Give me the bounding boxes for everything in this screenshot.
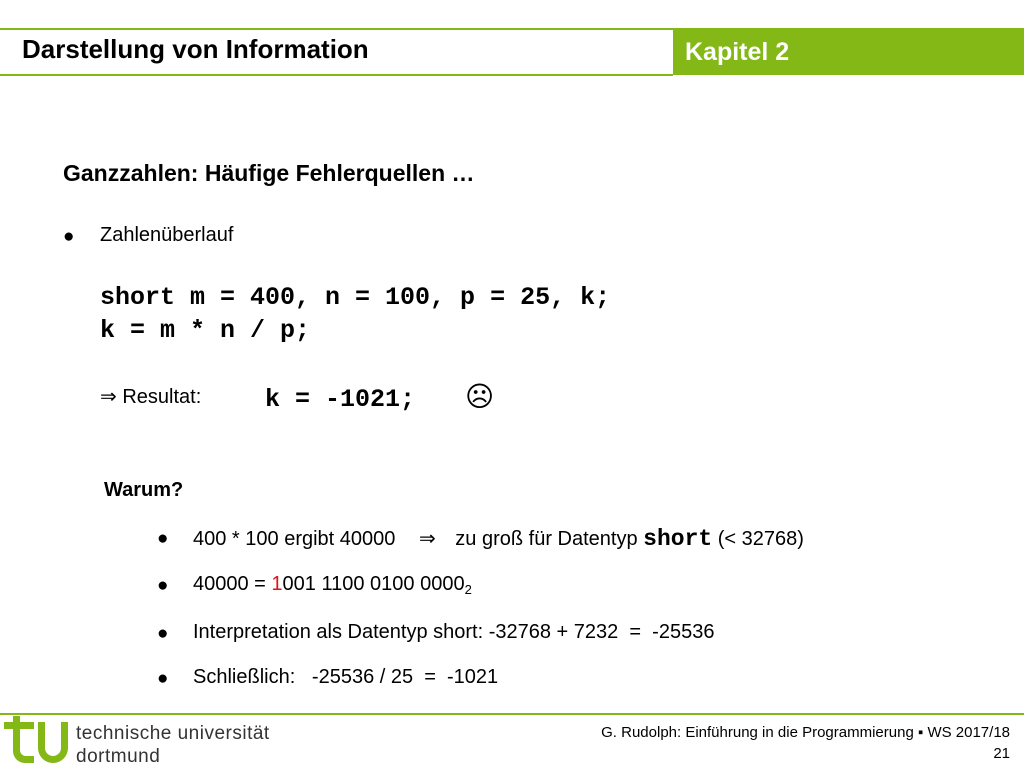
university-name-line-1: technische universität [76, 723, 270, 744]
datatype-code: short [643, 526, 713, 552]
bullet-icon: ● [157, 528, 169, 549]
footer-credit [601, 722, 1010, 764]
result-line [100, 384, 201, 409]
header-bottom-rule [0, 74, 673, 76]
code-line-1: short m = 400, n = 100, p = 25, k; [100, 283, 611, 312]
why-heading: Warum? [104, 479, 184, 501]
binary-rest: 001 1100 0100 0000 [282, 573, 465, 595]
topic-label: Zahlenüberlauf [100, 224, 234, 246]
section-title: Ganzzahlen: Häufige Fehlerquellen … [63, 160, 475, 186]
bullet-icon: ● [63, 226, 75, 247]
bullet-icon: ● [157, 575, 169, 596]
why-item-1-text-b: zu groß für Datentyp [455, 528, 638, 550]
chapter-badge: Kapitel 2 [673, 30, 1024, 75]
why-item-4: Schließlich: -25536 / 25 = -1021 [193, 666, 499, 688]
tu-logo-icon [4, 716, 70, 766]
page-number: 21 [993, 745, 1010, 762]
why-item-1-text-c: (< 32768) [717, 528, 804, 550]
slide-header-title: Darstellung von Information [22, 34, 369, 64]
why-item-2 [193, 573, 472, 597]
sad-face-icon: ☹ [465, 381, 495, 412]
bullet-icon: ● [157, 668, 169, 689]
why-item-1-text-a: 400 * 100 ergibt 40000 [193, 528, 396, 550]
why-item-3: Interpretation als Datentyp short: -32768 + 7232 = -25536 [193, 621, 715, 643]
university-name [76, 722, 270, 768]
why-item-1 [193, 526, 804, 552]
footer-rule [0, 713, 1024, 715]
bullet-icon: ● [157, 623, 169, 644]
code-line-2: k = m * n / p; [100, 316, 311, 345]
sign-bit: 1 [271, 573, 283, 595]
result-code: k = -1021; [265, 385, 416, 414]
binary-base-subscript: 2 [464, 582, 472, 597]
implies-arrow-icon: ⇒ [100, 386, 117, 408]
binary-prefix: 40000 = [193, 573, 272, 595]
result-label: Resultat: [122, 386, 202, 408]
university-name-line-2: dortmund [76, 746, 161, 767]
footer-credit-text: G. Rudolph: Einführung in die Programmierung ▪ WS 2017/18 [601, 724, 1010, 741]
implies-arrow-icon: ⇒ [418, 528, 436, 550]
